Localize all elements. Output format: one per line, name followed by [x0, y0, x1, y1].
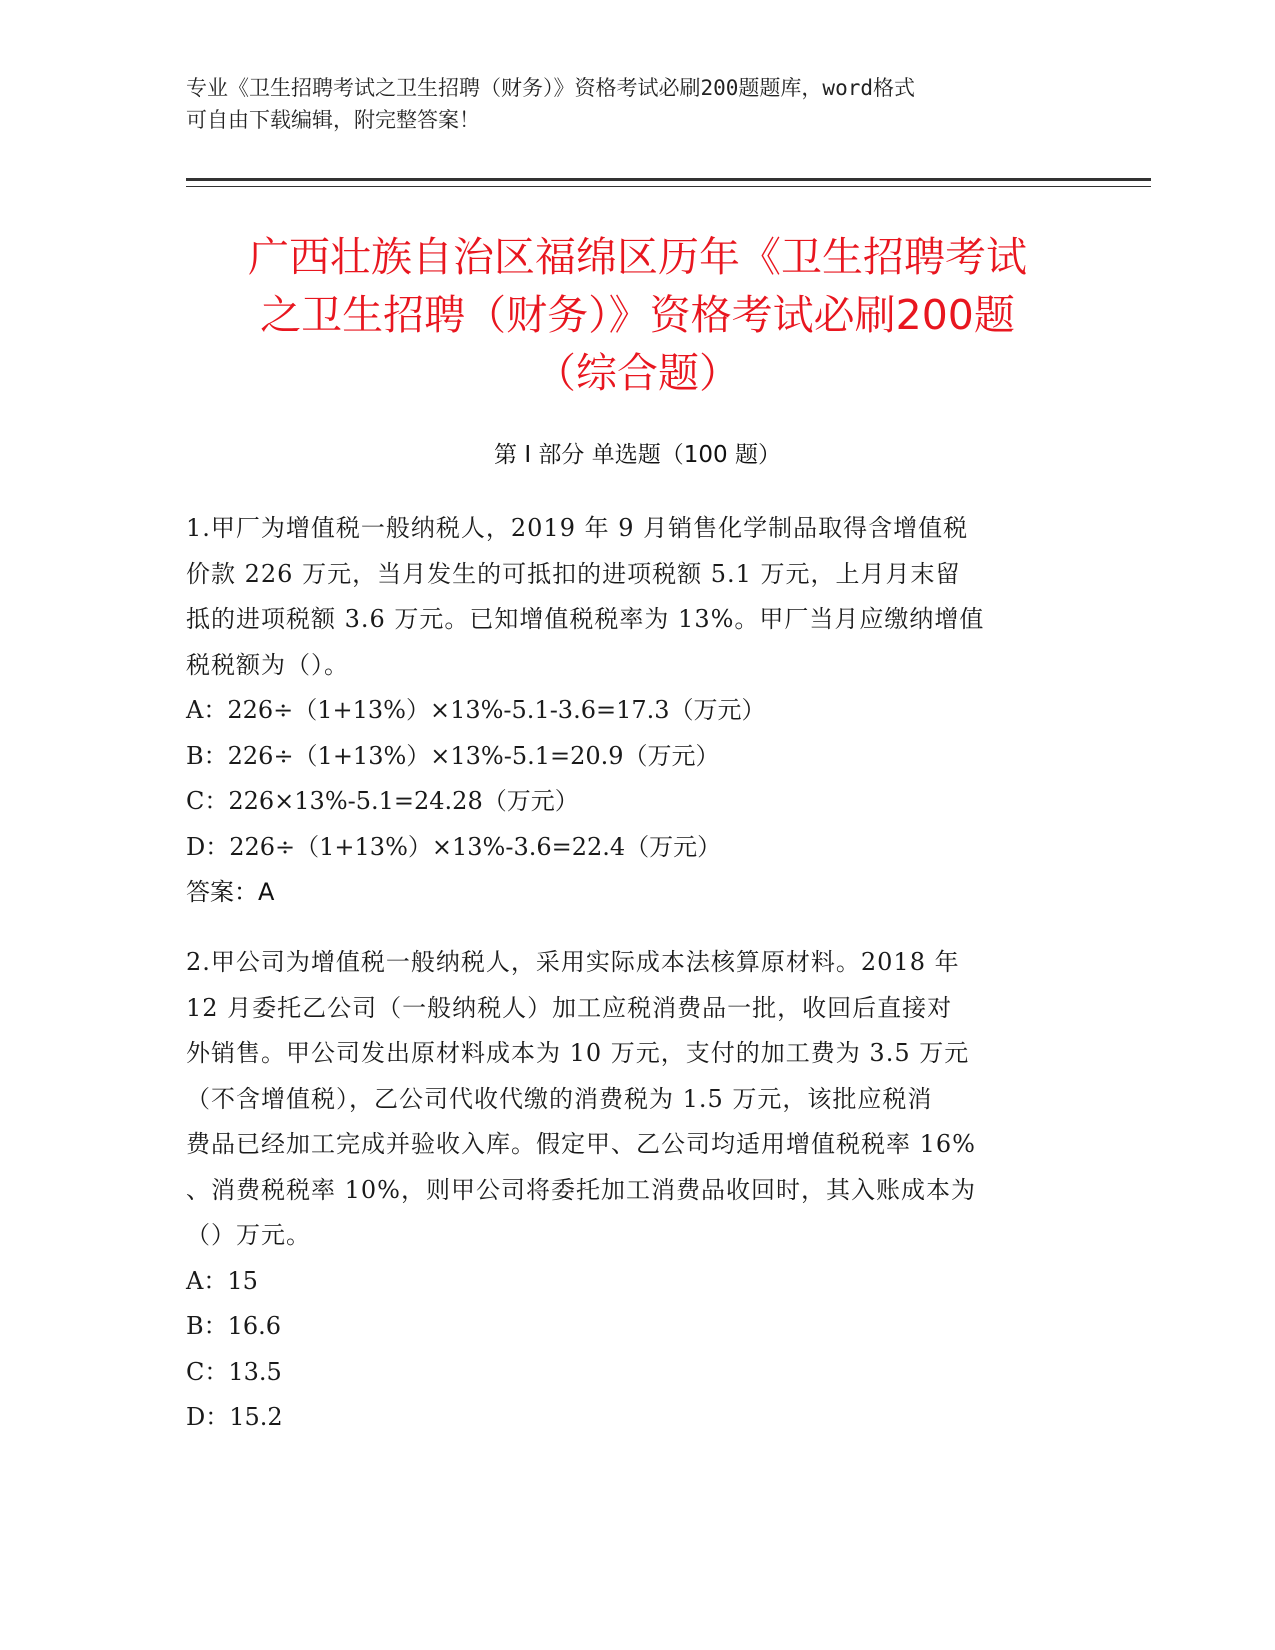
option-d: D：226÷（1+13%）×13%-3.6=22.4（万元） — [186, 832, 722, 861]
question-text-line: 、消费税税率 10%，则甲公司将委托加工消费品收回时，其入账成本为 — [186, 1175, 976, 1204]
question-text-line: 税税额为（）。 — [186, 650, 349, 679]
question-text-line: 1.甲厂为增值税一般纳税人，2019 年 9 月销售化学制品取得含增值税 — [186, 514, 969, 542]
question-text-line: 2.甲公司为增值税一般纳税人，采用实际成本法核算原材料。2018 年 — [186, 948, 960, 976]
question-2 — [186, 940, 1086, 1441]
option-c: C：13.5 — [186, 1357, 282, 1386]
header-note — [186, 72, 1086, 136]
question-text-line: （不含增值税），乙公司代收代缴的消费税为 1.5 万元，该批应税消 — [186, 1084, 933, 1113]
option-a: A：15 — [186, 1266, 258, 1295]
header-note-line-1: 专业《卫生招聘考试之卫生招聘（财务）》资格考试必刷200题题库，word格式 — [186, 76, 915, 100]
title-line-2: 之卫生招聘（财务）》资格考试必刷200题 — [260, 291, 1015, 339]
question-text-line: 12 月委托乙公司（一般纳税人）加工应税消费品一批，收回后直接对 — [186, 993, 953, 1022]
question-text-line: 价款 226 万元，当月发生的可抵扣的进项税额 5.1 万元，上月月末留 — [186, 559, 961, 588]
header-rule-thick — [186, 178, 1151, 181]
option-d: D：15.2 — [186, 1403, 283, 1431]
option-b: B：226÷（1+13%）×13%-5.1=20.9（万元） — [186, 741, 720, 770]
header-note-line-2: 可自由下载编辑，附完整答案！ — [186, 108, 480, 132]
answer: 答案：A — [186, 878, 275, 906]
option-c: C：226×13%-5.1=24.28（万元） — [186, 787, 579, 815]
question-text-line: 外销售。甲公司发出原材料成本为 10 万元，支付的加工费为 3.5 万元 — [186, 1039, 970, 1067]
question-text-line: （）万元。 — [186, 1221, 311, 1249]
title-line-3: （综合题） — [535, 349, 740, 397]
section-heading: 第 I 部分 单选题（100 题） — [494, 442, 781, 468]
header-rule-thin — [186, 186, 1151, 187]
option-b: B：16.6 — [186, 1312, 282, 1340]
title-line-1: 广西壮族自治区福绵区历年《卫生招聘考试 — [248, 233, 1027, 281]
question-text-line: 费品已经加工完成并验收入库。假定甲、乙公司均适用增值税税率 16% — [186, 1130, 976, 1158]
question-1 — [186, 506, 1086, 916]
option-a: A：226÷（1+13%）×13%-5.1-3.6=17.3（万元） — [186, 696, 766, 724]
document-title — [186, 228, 1089, 402]
question-text-line: 抵的进项税额 3.6 万元。已知增值税税率为 13%。甲厂当月应缴纳增值 — [186, 605, 985, 633]
